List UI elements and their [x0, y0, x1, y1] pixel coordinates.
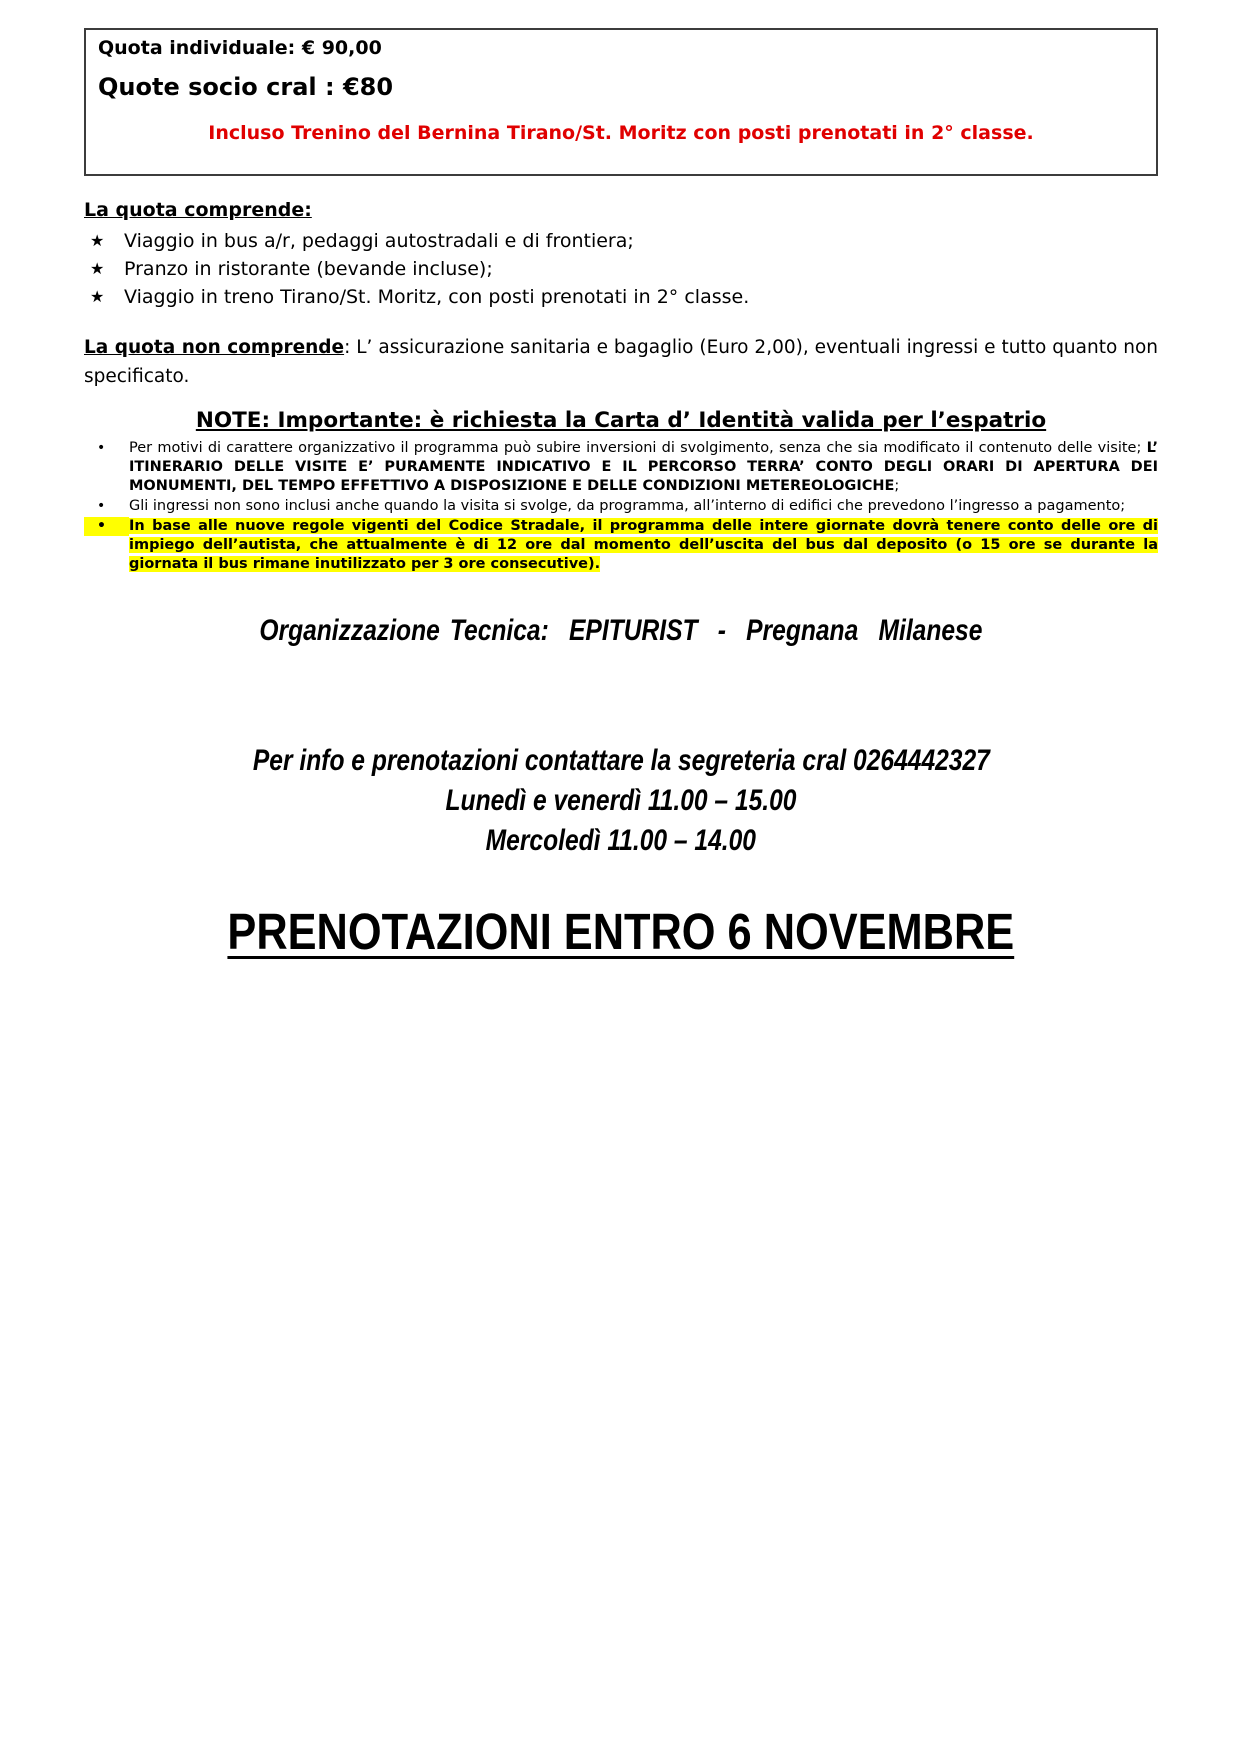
notes-list — [84, 439, 1158, 574]
dot-bullet-icon: • — [97, 498, 106, 514]
star-bullet-icon: ★ — [90, 259, 105, 278]
note-heading-text: NOTE: Importante: è richiesta la Carta d’ Identità valida per l’espatrio — [195, 408, 1047, 433]
include-item — [84, 283, 1158, 311]
opening-hours-mon-fri-wrap — [84, 782, 1158, 820]
note-item — [84, 497, 1158, 516]
bernina-included-note: Incluso Trenino del Bernina Tirano/St. Moritz con posti prenotati in 2° classe. — [208, 122, 1034, 144]
include-item — [84, 255, 1158, 283]
contact-block — [84, 742, 1158, 860]
includes-heading: La quota comprende: — [84, 199, 312, 221]
include-item-text: Viaggio in treno Tirano/St. Moritz, con posti prenotati in 2° classe. — [124, 286, 750, 308]
note-item-text — [129, 439, 1158, 496]
note-item-bold-text: L’ ITINERARIO DELLE VISITE E’ PURAMENTE INDICATIVO E IL PERCORSO TERRA’ CONTO DEGLI ORARI DI APERTURA DEI MONUMENTI, DEL TEMPO EFFETTIVO A DISPOSIZIONE E DELLE CONDIZIONI METEREOLOGICHE — [129, 440, 1158, 494]
note-item-normal-text: Per motivi di carattere organizzativo il programma può subire inversioni di svolgimento, senza che sia modificato il contenuto delle visite; — [129, 440, 1147, 456]
star-bullet-icon: ★ — [90, 287, 105, 306]
organization-block — [84, 612, 1158, 650]
note-item-tail-text: ; — [894, 478, 900, 494]
include-item-text: Viaggio in bus a/r, pedaggi autostradali e di frontiera; — [124, 230, 634, 252]
excludes-heading: La quota non comprende — [84, 337, 345, 358]
opening-hours-wed: Mercoledì 11.00 – 14.00 — [485, 824, 757, 857]
note-item-text — [129, 517, 1158, 574]
includes-section — [84, 197, 1158, 311]
member-quota-text: Quote socio cral : €80 — [98, 73, 394, 101]
individual-quota-text: Quota individuale: € 90,00 — [98, 37, 382, 59]
highlighted-note-text: In base alle nuove regole vigenti del Codice Stradale, il programma delle intere giornate dovrà tenere conto delle ore di impiego dell’autista, che attualmente è di 12 ore dal momento dell’uscita del bus dal deposito (o 15 ore se durante la giornata il bus rimane inutilizzato per 3 ore consecutive). — [129, 518, 1158, 572]
opening-hours-wed-wrap — [84, 822, 1158, 860]
include-item — [84, 227, 1158, 255]
excludes-text: : L’ assicurazione sanitaria e bagaglio (Euro 2,00), eventuali ingressi e tutto quanto non specificato. — [84, 337, 1158, 387]
star-bullet-icon: ★ — [90, 231, 105, 250]
note-item-text: Gli ingressi non sono inclusi anche quando la visita si svolge, da programma, all’interno di edifici che prevedono l’ingresso a pagamento; — [129, 498, 1126, 514]
price-box — [84, 28, 1158, 176]
note-item-highlighted — [84, 517, 1158, 574]
note-item — [84, 439, 1158, 496]
opening-hours-mon-fri: Lunedì e venerdì 11.00 – 15.00 — [445, 784, 797, 817]
includes-list — [84, 227, 1158, 311]
include-item-text: Pranzo in ristorante (bevande incluse); — [124, 258, 493, 280]
organization-line: Organizzazione Tecnica: EPITURIST - Pregnana Milanese — [259, 614, 983, 647]
deadline-heading: PRENOTAZIONI ENTRO 6 NOVEMBRE — [227, 903, 1015, 960]
deadline-block — [84, 902, 1158, 962]
contact-info-line: Per info e prenotazioni contattare la segreteria cral 0264442327 — [252, 744, 990, 777]
excludes-paragraph — [84, 333, 1158, 391]
contact-info-line-wrap — [84, 742, 1158, 780]
dot-bullet-icon: • — [84, 517, 129, 536]
dot-bullet-icon: • — [97, 440, 106, 456]
note-heading — [84, 406, 1158, 436]
